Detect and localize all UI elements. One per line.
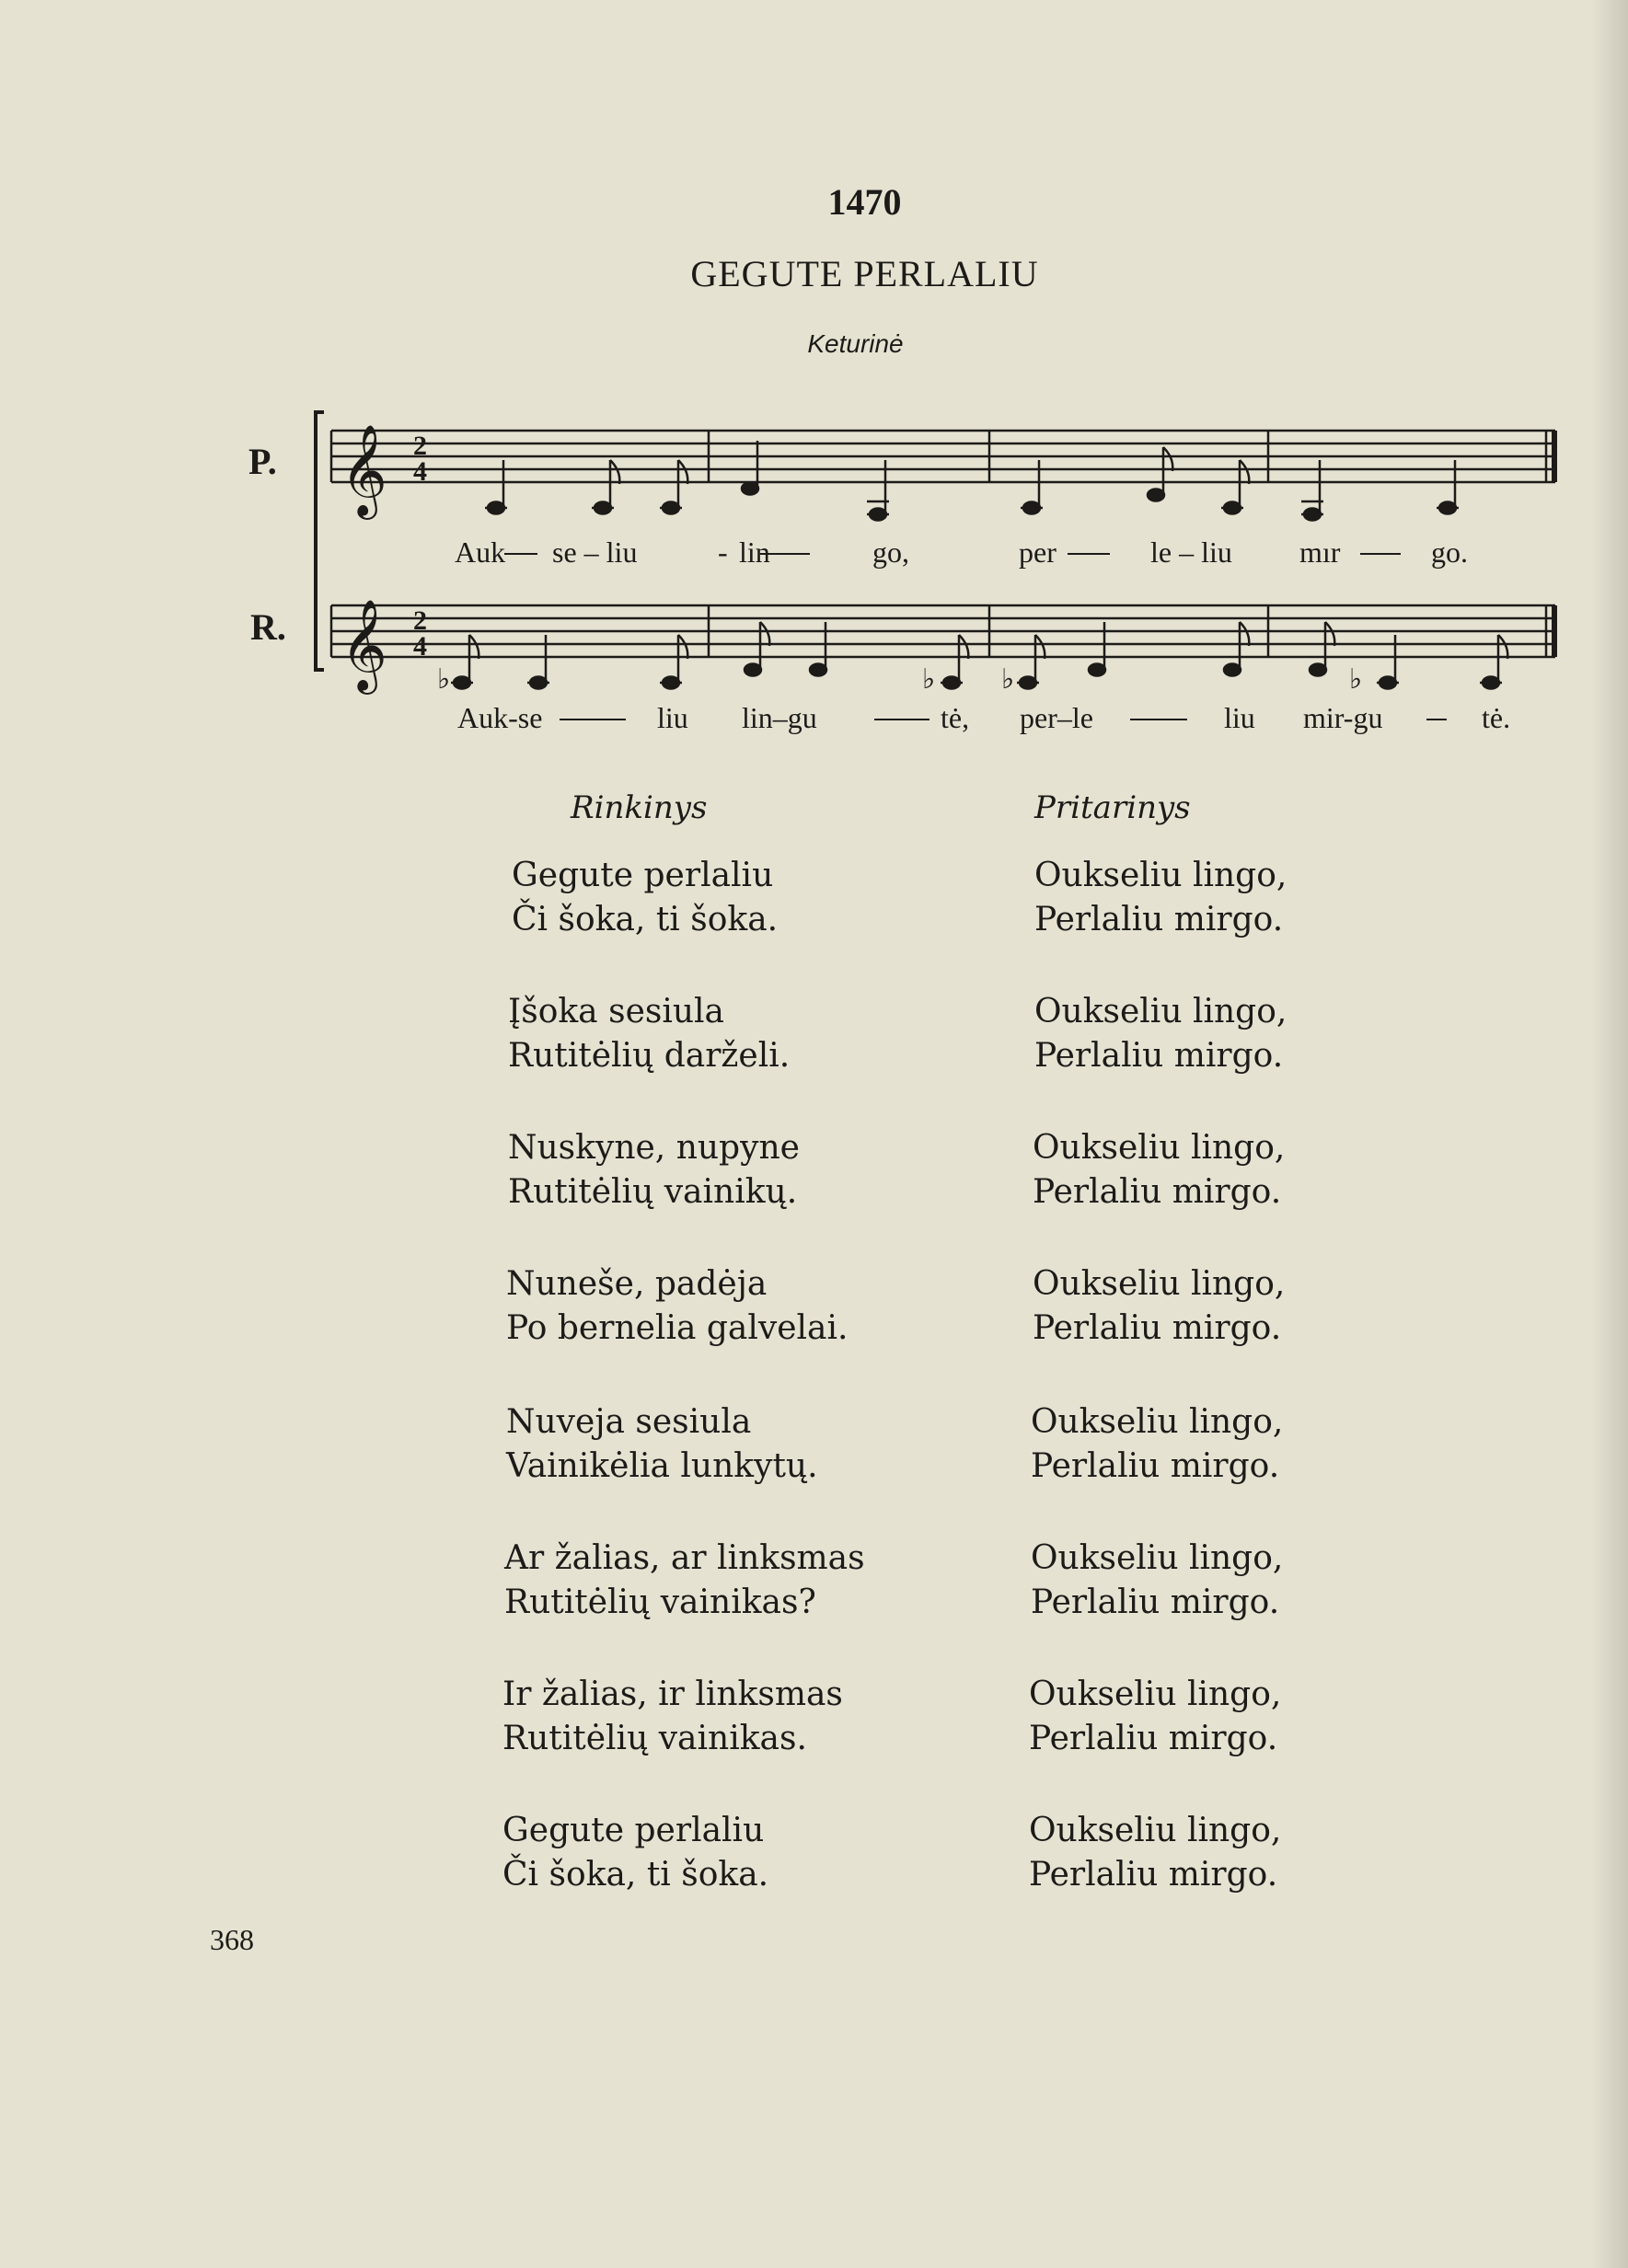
- verse-line: Nuneše, padėja: [506, 1265, 768, 1303]
- stanza-pritarinys: [1031, 1537, 1283, 1625]
- lyric-syllable: -: [718, 535, 728, 569]
- lyric-syllable: go.: [1431, 535, 1468, 569]
- verse-line: Oukseliu lingo,: [1034, 993, 1287, 1030]
- lyric-syllable: mır: [1299, 535, 1341, 569]
- verse-line: Oukseliu lingo,: [1029, 1812, 1282, 1849]
- verse-line: Perlaliu mirgo.: [1029, 1856, 1278, 1894]
- lyric-syllable: Auk: [455, 535, 506, 569]
- verse-line: Ar žalias, ar linksmas: [504, 1539, 865, 1577]
- time-signature-upper-top: 2: [413, 431, 427, 461]
- verse-line: Rutitėlių darželi.: [508, 1037, 791, 1075]
- verse-line: Oukseliu lingo,: [1031, 1403, 1284, 1441]
- verse-line: Perlaliu mirgo.: [1033, 1309, 1282, 1347]
- verse-line: Oukseliu lingo,: [1031, 1539, 1284, 1577]
- stanza-rinkinys: [508, 990, 790, 1078]
- lyric-syllable: liu: [1224, 701, 1255, 734]
- stanza-rinkinys: [506, 1400, 818, 1489]
- verse-line: Oukseliu lingo,: [1029, 1675, 1282, 1713]
- lyric-syllable: Auk-se: [457, 701, 543, 734]
- lyric-extenders: [504, 554, 1447, 720]
- stanza-pritarinys: [1034, 990, 1287, 1078]
- lyric-syllable: se – liu: [552, 535, 638, 569]
- verse-line: Oukseliu lingo,: [1033, 1129, 1286, 1167]
- lyric-syllable: tė.: [1482, 701, 1511, 734]
- time-signature-lower-bottom: 4: [413, 631, 427, 662]
- verse-line: Gegute perlaliu: [502, 1812, 765, 1849]
- lyric-syllable: tė,: [941, 701, 970, 734]
- treble-clef-icon: 𝄞: [341, 599, 387, 691]
- stanza-pritarinys: [1034, 854, 1287, 942]
- heading-rinkinys: Rinkinys: [571, 789, 708, 826]
- verse-line: Oukseliu lingo,: [1033, 1265, 1286, 1303]
- stanza-rinkinys: [506, 1262, 848, 1351]
- verse-line: Perlaliu mirgo.: [1034, 1037, 1284, 1075]
- verse-line: Perlaliu mirgo.: [1033, 1173, 1282, 1211]
- stanza-pritarinys: [1033, 1126, 1285, 1215]
- verse-line: Oukseliu lingo,: [1034, 857, 1287, 894]
- flat-icon: ♭: [1001, 663, 1015, 696]
- verse-line: Nuskyne, nupyne: [508, 1129, 800, 1167]
- stanza-rinkinys: [508, 1126, 800, 1215]
- stanza-rinkinys: [504, 1537, 865, 1625]
- stanza-pritarinys: [1029, 1673, 1281, 1761]
- verse-line: Įšoka sesiula: [508, 993, 725, 1030]
- stanza-rinkinys: [502, 1809, 768, 1897]
- verse-line: Perlaliu mirgo.: [1034, 901, 1284, 938]
- flat-icon: ♭: [1349, 663, 1363, 696]
- stanza-pritarinys: [1031, 1400, 1283, 1489]
- verse-line: Rutitėlių vainikas?: [504, 1583, 816, 1621]
- lyric-syllable: per: [1019, 535, 1056, 569]
- staff-upper: [331, 431, 1555, 482]
- verse-line: Rutitėlių vainikų.: [508, 1173, 798, 1211]
- verse-line: Perlaliu mirgo.: [1031, 1583, 1280, 1621]
- stanza-pritarinys: [1033, 1262, 1285, 1351]
- page-number: 368: [210, 1923, 254, 1956]
- note: [742, 441, 758, 495]
- verse-line: Perlaliu mirgo.: [1031, 1447, 1280, 1485]
- lyric-syllable: le – liu: [1150, 535, 1232, 569]
- stanza-rinkinys: [502, 1673, 843, 1761]
- flat-icon: ♭: [437, 663, 451, 696]
- flat-icon: ♭: [922, 663, 936, 696]
- lyric-syllable: mir-gu: [1303, 701, 1383, 734]
- treble-clef-icon: 𝄞: [341, 424, 387, 516]
- verse-line: Ir žalias, ir linksmas: [502, 1675, 843, 1713]
- verse-line: Po bernelia galvelai.: [506, 1309, 849, 1347]
- song-subtitle: Keturinė: [807, 329, 904, 358]
- song-title: GEGUTE PERLALIU: [690, 253, 1039, 294]
- verse-line: Vainikėlia lunkytų.: [506, 1447, 818, 1485]
- verse-line: Rutitėlių vainikas.: [502, 1720, 807, 1757]
- verse-line: Nuveja sesiula: [506, 1403, 752, 1441]
- heading-pritarinys: Pritarinys: [1034, 789, 1191, 826]
- voice-label-lower: R.: [250, 606, 286, 648]
- lyric-syllable: go,: [872, 535, 909, 569]
- verse-line: Či šoka, ti šoka.: [512, 901, 779, 938]
- time-signature-lower-top: 2: [413, 605, 427, 636]
- time-signature-upper-bottom: 4: [413, 456, 427, 487]
- lyric-syllable: liu: [657, 701, 688, 734]
- system-bracket: [316, 412, 324, 670]
- lyric-syllable: per–le: [1020, 701, 1093, 734]
- lyric-syllable: lin: [739, 535, 770, 569]
- staff-lower: [331, 605, 1555, 657]
- song-number: 1470: [827, 181, 902, 223]
- verse-line: Gegute perlaliu: [512, 857, 774, 894]
- lyric-syllable: lin–gu: [742, 701, 817, 734]
- music-score: [0, 0, 1628, 736]
- verse-line: Či šoka, ti šoka.: [502, 1856, 769, 1894]
- voice-label-upper: P.: [248, 441, 277, 482]
- stanza-pritarinys: [1029, 1809, 1281, 1897]
- verse-line: Perlaliu mirgo.: [1029, 1720, 1278, 1757]
- stanza-rinkinys: [512, 854, 778, 942]
